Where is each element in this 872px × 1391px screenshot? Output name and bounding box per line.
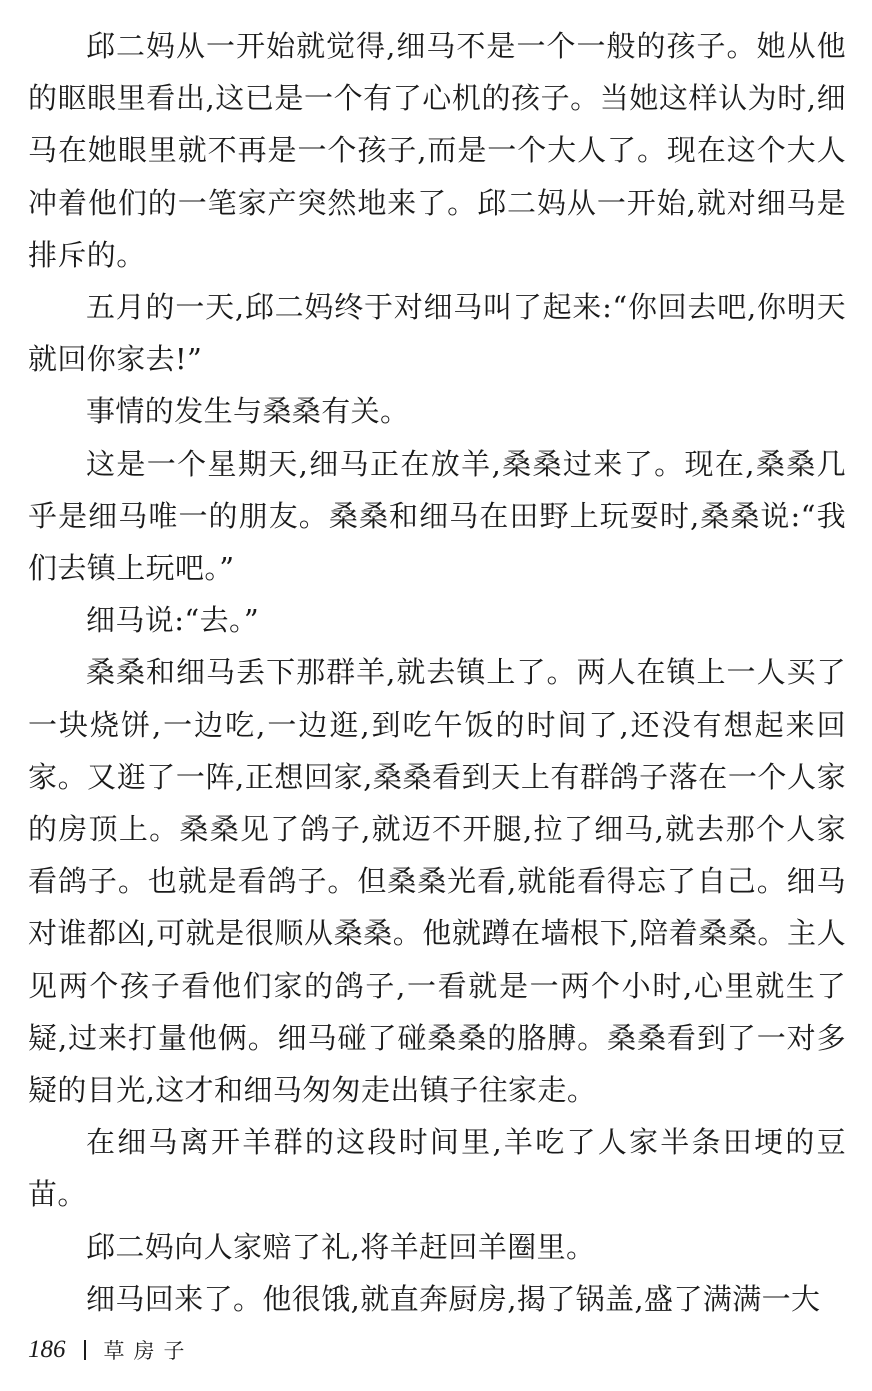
paragraph-8: 邱二妈向人家赔了礼,将羊赶回羊圈里。 [86,1229,596,1264]
paragraph-4: 这是一个星期天,细马正在放羊,桑桑过来了。现在,桑桑几乎是细马唯一的朋友。桑桑和细马在田野上玩耍时,桑桑说:“我们去镇上玩吧。” [28,446,846,586]
body-text [28,20,846,1325]
footer-divider [84,1340,86,1360]
paragraph-9: 细马回来了。他很饿,就直奔厨房,揭了锅盖,盛了满满一大 [86,1281,821,1316]
page-number: 186 [28,1336,66,1363]
paragraph-6: 桑桑和细马丢下那群羊,就去镇上了。两人在镇上一人买了一块烧饼,一边吃,一边逛,到吃午饭的时间了,还没有想起来回家。又逛了一阵,正想回家,桑桑看到天上有群鸽子落在一个人家的房顶上。桑桑见了鸽子,就迈不开腿,拉了细马,就去那个人家看鸽子。也就是看鸽子。但桑桑光看,就能看得忘了自己。细马对谁都凶,可就是很顺从桑桑。他就蹲在墙根下,陪着桑桑。主人见两个孩子看他们家的鸽子,一看就是一两个小时,心里就生了疑,过来打量他俩。细马碰了碰桑桑的胳膊。桑桑看到了一对多疑的目光,这才和细马匆匆走出镇子往家走。 [28,655,846,1108]
book-title: 草房子 [103,1339,194,1363]
paragraph-1: 邱二妈从一开始就觉得,细马不是一个一般的孩子。她从他的眍眼里看出,这已是一个有了心机的孩子。当她这样认为时,细马在她眼里就不再是一个孩子,而是一个大人了。现在这个大人冲着他们的一笔家产突然地来了。邱二妈从一开始,就对细马是排斥的。 [28,29,846,272]
paragraph-5: 细马说:“去。” [86,603,260,638]
paragraph-3: 事情的发生与桑桑有关。 [86,394,410,429]
paragraph-7: 在细马离开羊群的这段时间里,羊吃了人家半条田埂的豆苗。 [28,1125,846,1212]
paragraph-2: 五月的一天,邱二妈终于对细马叫了起来:“你回去吧,你明天就回你家去!” [28,290,846,377]
page-footer [28,1332,194,1368]
